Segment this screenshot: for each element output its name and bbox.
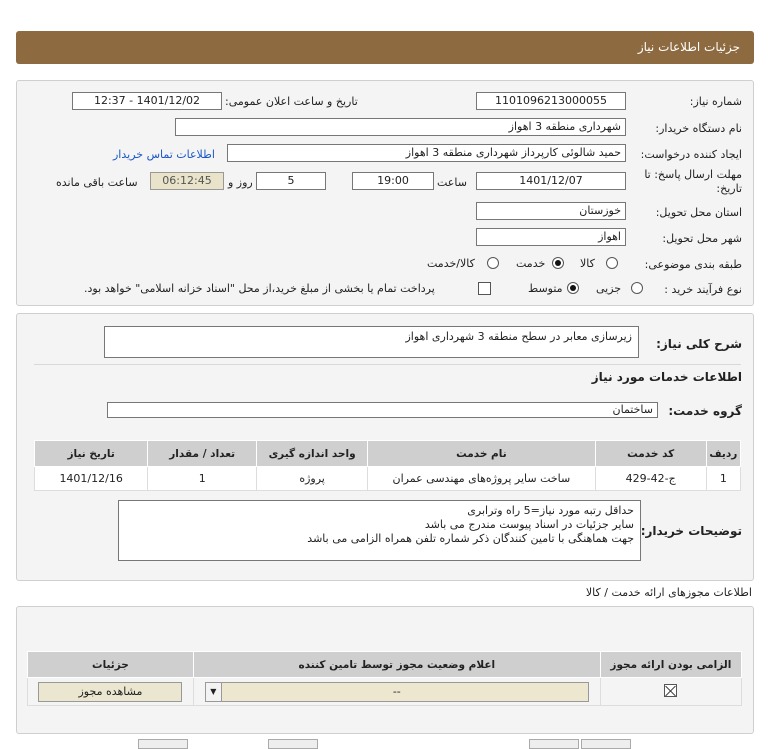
category-label: طبقه بندی موضوعی: xyxy=(644,258,742,271)
permit-status-value: -- xyxy=(392,684,401,698)
deadline-label: مهلت ارسال پاسخ: تا تاریخ: xyxy=(644,168,742,195)
process-option-minor: جزیی xyxy=(596,282,622,295)
category-radio-service[interactable] xyxy=(552,257,564,269)
buyer-contact-link[interactable]: اطلاعات تماس خریدار xyxy=(113,148,215,161)
table-row xyxy=(35,467,741,491)
bottom-button[interactable] xyxy=(529,739,579,749)
page-title: جزئیات اطلاعات نیاز xyxy=(637,40,740,54)
bottom-button[interactable] xyxy=(581,739,631,749)
days-field: 5 xyxy=(256,172,326,190)
time-label: ساعت xyxy=(437,176,467,189)
summary-field: زیرسازی معابر در سطح منطقه 3 شهرداری اهواز xyxy=(104,326,639,358)
deadline-time-field: 19:00 xyxy=(352,172,434,190)
services-table-header xyxy=(35,441,741,467)
province-field: خوزستان xyxy=(476,202,626,220)
creator-field: حمید شالوئی کارپرداز شهرداری منطقه 3 اهواز xyxy=(227,144,626,162)
cell-unit: پروژه xyxy=(257,467,368,491)
cell-permit-status xyxy=(193,678,600,706)
cell-row: 1 xyxy=(706,467,740,491)
col-quantity: تعداد / مقدار xyxy=(148,441,257,467)
remaining-time-field: 06:12:45 xyxy=(150,172,224,190)
city-label: شهر محل تحویل: xyxy=(662,232,742,245)
process-label: نوع فرآیند خرید : xyxy=(664,283,742,296)
buyer-notes-label: توضیحات خریدار: xyxy=(640,524,742,538)
services-title: اطلاعات خدمات مورد نیاز xyxy=(591,370,742,384)
permit-status-select[interactable] xyxy=(205,682,589,702)
remaining-label: ساعت باقی مانده xyxy=(56,176,138,189)
city-field: اهواز xyxy=(476,228,626,246)
announce-label: تاریخ و ساعت اعلان عمومی: xyxy=(225,95,358,108)
col-unit: واحد اندازه گیری xyxy=(257,441,368,467)
page-header xyxy=(16,31,754,64)
col-row: ردیف xyxy=(706,441,740,467)
process-option-medium: متوسط xyxy=(528,282,563,295)
cell-service-code: ج-42-429 xyxy=(595,467,706,491)
col-permit-details: جزئیات xyxy=(28,652,194,678)
category-option-goods: کالا xyxy=(580,257,595,270)
col-service-code: کد خدمت xyxy=(595,441,706,467)
category-option-goods-service: کالا/خدمت xyxy=(427,257,475,270)
col-permit-status: اعلام وضعیت مجوز توسط تامین کننده xyxy=(193,652,600,678)
need-number-label: شماره نیاز: xyxy=(689,95,742,108)
permits-title: اطلاعات مجوزهای ارائه خدمت / کالا xyxy=(585,586,752,599)
service-group-field: ساختمان xyxy=(107,402,658,418)
col-permit-required: الزامی بودن ارائه مجوز xyxy=(600,652,741,678)
category-radio-goods[interactable] xyxy=(606,257,618,269)
permits-table-header xyxy=(28,652,742,678)
col-need-date: تاریخ نیاز xyxy=(35,441,148,467)
services-table xyxy=(34,440,741,491)
col-service-name: نام خدمت xyxy=(368,441,596,467)
permits-table xyxy=(27,651,742,706)
announce-field: 1401/12/02 - 12:37 xyxy=(72,92,222,110)
cell-need-date: 1401/12/16 xyxy=(35,467,148,491)
service-group-label: گروه خدمت: xyxy=(668,404,742,418)
buyer-note-line: حداقل رتبه مورد نیاز=5 راه وترابری xyxy=(467,504,634,517)
required-checkbox-icon xyxy=(664,684,677,697)
bottom-button[interactable] xyxy=(268,739,318,749)
buyer-notes-field xyxy=(118,500,641,561)
buyer-note-line: سایر جزئیات در اسناد پیوست مندرج می باشد xyxy=(424,518,634,531)
category-radio-goods-service[interactable] xyxy=(487,257,499,269)
treasury-payment-checkbox[interactable] xyxy=(478,282,491,295)
buyer-note-line: جهت هماهنگی با تامین کنندگان ذکر شماره تلفن همراه الزامی می باشد xyxy=(307,532,634,545)
cell-quantity: 1 xyxy=(148,467,257,491)
cell-permit-details xyxy=(28,678,194,706)
deadline-date-field: 1401/12/07 xyxy=(476,172,626,190)
days-label: روز و xyxy=(228,176,253,189)
view-permit-button[interactable]: مشاهده مجوز xyxy=(38,682,182,702)
process-radio-minor[interactable] xyxy=(631,282,643,294)
process-radio-medium[interactable] xyxy=(567,282,579,294)
summary-label: شرح کلی نیاز: xyxy=(656,337,742,351)
buyer-org-label: نام دستگاه خریدار: xyxy=(655,122,742,135)
province-label: استان محل تحویل: xyxy=(655,206,742,219)
need-number-field: 1101096213000055 xyxy=(476,92,626,110)
chevron-down-icon[interactable]: ▼ xyxy=(206,683,222,701)
cell-service-name: ساخت سایر پروژه‌های مهندسی عمران xyxy=(368,467,596,491)
category-option-service: خدمت xyxy=(516,257,546,270)
bottom-button[interactable] xyxy=(138,739,188,749)
creator-label: ایجاد کننده درخواست: xyxy=(640,148,742,161)
treasury-payment-note: پرداخت تمام یا بخشی از مبلغ خرید،از محل "اسناد خزانه اسلامی" خواهد بود. xyxy=(84,282,435,295)
buyer-org-field: شهرداری منطقه 3 اهواز xyxy=(175,118,626,136)
table-row xyxy=(28,678,742,706)
cell-permit-required xyxy=(600,678,741,706)
